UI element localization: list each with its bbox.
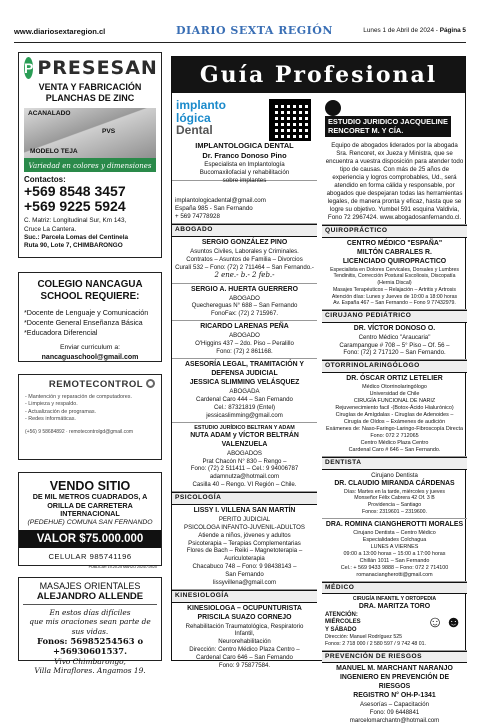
listing-entry: SERGIO GONZÁLEZ PINO Asuntos Civiles, Laborales y Criminales. Contratos – Asuntos de Familia – Divorcios Curalí 532 – Fono: (72) 2 711464 – San Fernando.- 2 ene.- b.- 2 feb.- — [172, 237, 317, 284]
presesan-address: C. Matriz: Longitudinal Sur, Km 143, Cruce La Cantera. Suc.: Parcela Lomas del Centinela Ruta 90, Lote 7, CHIMBARONGO — [24, 217, 129, 250]
sale-price: VALOR $75.000.000 — [19, 530, 161, 548]
newspaper-brand: DIARIO SEXTA REGIÓN — [176, 24, 333, 37]
site-url[interactable]: www.diariosextaregion.cl — [14, 27, 106, 36]
publication-note: PUBLICAR 19-20-25 MARZO 2024/719/20 — [88, 564, 157, 569]
power-ring-icon — [146, 379, 155, 388]
sale-description: DE MIL METROS CUADRADOS, A ORILLA DE CARRETERA INTERNACIONAL — [32, 492, 148, 519]
service-item: - Mantención y reparación de computadores. — [25, 394, 132, 400]
job-list — [24, 308, 156, 339]
implanto-logo: implanto lógica Dental — [176, 98, 226, 138]
sale-title: VENDO SITIO — [49, 479, 131, 493]
presesan-slogan: Variedad en colores y dimensiones — [24, 160, 156, 172]
listing-entry: LISSY I. VILLENA SAN MARTÍN PERITO JUDICIAL PSICOLOGA INFANTO-JUVENIL-ADULTOS Atiende a niños, jóvenes y adultos Psicoterapia – Terapias Complementarias Flores de Bach – Reiki – Magnetoterapia – Auriculoterapia Chacabuco 748 – Fono: 9 98438143 – San Fernando lissyvillena@gmail.com — [172, 505, 317, 590]
category-kinesiologia: KINESIOLOGÍA — [172, 590, 317, 603]
ad-masajes — [18, 577, 162, 675]
qr-code-icon[interactable] — [269, 99, 311, 141]
listing-entry: CENTRO MÉDICO "ESPAÑA" MILTÓN CABRALES R. LICENCIADO QUIROPRACTICO Especialista en Dolores Cervicales, Dorsales y Lumbres Tendinitis, Corrección Postural Escoliosis, Discopatía (Hernia Discal) Masajes Terapéuticos – Relajación – Artritis y Artrosis Atención días: Lunes y Jueves de 10:00 a 18:00 horas Av. España 467 – San Fernando – Fono 9 77432979. — [322, 238, 467, 310]
category-cirujano-pediatrico: CIRUJANO PEDIÁTRICO — [322, 310, 467, 323]
contacts-label: Contactos: — [24, 174, 66, 184]
category-medico: MÉDICO — [322, 582, 467, 595]
listing-entry: ESTUDIO JURÍDICO BELTRAN Y ADAM NUTA ADAM y VÍCTOR BELTRÁN VALENZUELA ABOGADOS Prat Chacón N° 830 – Rengo – Fono: (72) 2 511411 – Cel.: 9 94006787 adamnutza@hotmail.com Casilla 40 – Rengo. VI Región – Chile. — [172, 423, 317, 493]
juridico-header — [322, 97, 467, 140]
implanto-email[interactable]: implantologicadental@gmail.com — [175, 197, 266, 204]
ad-remotecontrol — [18, 374, 162, 460]
graphic-label: MODELO TEJA — [30, 147, 78, 155]
category-abogado: ABOGADO — [172, 224, 317, 237]
presesan-logo — [24, 57, 156, 79]
service-item: - Limpieza y respaldo. — [25, 401, 78, 408]
issue-date: Lunes 1 de Abril de 2024 - Página 5 — [363, 27, 466, 34]
guide-column-left — [172, 97, 317, 672]
implanto-text: IMPLANTOLOGICA DENTAL Dr. Franco Donoso Pino Especialista en Implantología Bucomaxilofacial y rehabilitación sobre implantes — [195, 141, 294, 185]
remotecontrol-logo: REMOTECONTROL — [25, 379, 155, 390]
job-item: *Docente de Lenguaje y Comunicación — [24, 307, 149, 317]
masajes-header: MASAJES ORIENTALES ALEJANDRO ALLENDE — [23, 581, 157, 605]
presesan-logo-icon: P — [24, 57, 33, 79]
header-divider — [14, 42, 466, 43]
presesan-name: PRESESAN — [37, 57, 158, 79]
category-dentista: DENTISTA — [322, 457, 467, 470]
listing-entry: RICARDO LARENAS PEÑA ABOGADO O'Higgins 437 – 2do. Piso – Peralillo Fono: (72) 2 861168. — [172, 321, 317, 359]
listing-entry: DR. VÍCTOR DONOSO O. Centro Médico "Araucaria" Carampangue # 708 – 5° Piso – Of. 56 – Fono: (72) 2 717120 – San Fernando. — [322, 323, 467, 361]
listing-entry: CIRUGÍA INFANTIL Y ORTOPEDIA DRA. MARITZA TORO ATENCIÓN: MIÉRCOLES Y SÁBADO ☺☻ Dirección: Manuel Rodríguez 525 Fonos: 2 718 000 / 2 580 597 / 9 742 48 01. — [322, 594, 467, 651]
page-header — [14, 24, 466, 41]
guide-column-right — [322, 97, 467, 727]
category-psicologia: PSICOLOGÍA — [172, 492, 317, 505]
category-otorrino: OTORRINOLARINGÓLOGO — [322, 360, 467, 373]
listing-entry: Cirujano Dentista DR. CLAUDIO MIRANDA CÁRDENAS Días: Martes en la tarde, miércoles y jueves Monseñor Félix Cabrera 42 Of. 3 B Providencia – Santiago Fonos: 2319601 – 2319600. — [322, 470, 467, 519]
service-list — [25, 394, 155, 423]
school-ad-title: COLEGIO NANCAGUA SCHOOL REQUIERE: — [37, 279, 143, 302]
implanto-ad — [172, 97, 317, 185]
scales-seal-icon — [325, 100, 341, 116]
guide-banner: Guía Profesional — [172, 57, 465, 93]
service-item: - Redes informáticas. — [25, 415, 76, 422]
cv-contact: Enviar curriculum a: nancaguaschool@gmail.com — [41, 343, 139, 361]
phone-number: +569 8548 3457 — [24, 182, 126, 199]
sale-phone: CELULAR 985741196 — [48, 551, 132, 561]
listing-entry: DR. ÓSCAR ORTIZ LETELIER Médico Otorrinolaringólogo Universidad de Chile CIRUGÍA FUNCIONAL DE NARIZ Rejuvenecimiento facil -(Botox-Ácido Hialurónico) Cirugías de Amígdalas - Cirugías de Adenoides – Cirugía de Oídos – Exámenes de audición Exámenes de: Naso-Faringo-Laringo-Fibroscopía Directa Fono: 072 2 712065 Centro Médico Plaza Centro Cardenal Caro # 646 – San Fernando. — [322, 373, 467, 457]
job-item: *Docente General Enseñanza Básica — [24, 317, 143, 327]
listing-entry: MANUEL M. MARCHANT NARANJO INGENIERO EN PREVENCIÓN DE RIESGOS REGISTRO N° OH-P-1341 Asesorías – Capacitación Fono: 09 6448841 marcelomarchantn@hotmail.com — [336, 665, 453, 725]
juridico-title: ESTUDIO JURIDICO JACQUELINE RENCORET M. Y CÍA. — [325, 116, 451, 137]
listing-entry: KINESIOLOGA – OCUPUNTURISTA PRISCILA SUAZO CORNEJO Rehabilitación Traumatológica, Respiratorio Infantil, Neurorehabilitación Dirección: Centro Médico Plaza Centro – Cardenal Caro 646 – San Fernando Fono: 9 75877584. — [185, 604, 304, 670]
zinc-sheets-image — [24, 108, 156, 160]
cv-email[interactable]: nancaguaschool@gmail.com — [41, 353, 139, 361]
ad-presesan — [18, 52, 162, 258]
professional-guide — [171, 56, 466, 725]
service-item: - Actualización de programas. — [25, 408, 97, 415]
category-prevencion: PREVENCIÓN DE RIESGOS — [322, 651, 467, 664]
listing-entry: ASESORÍA LEGAL, TRAMITACIÓN Y DEFENSA JUDICIAL JESSICA SLIMMING VELÁSQUEZ ABOGADA Cardenal Caro 444 – San Fernando Cel.: 87321819 (Entel) jessicaslimming@gmail.com — [172, 359, 317, 423]
ad-vendo-sitio — [18, 472, 162, 569]
graphic-label: ACANALADO — [28, 109, 71, 117]
job-item: *Educadora Diferencial — [24, 328, 98, 338]
phone-number: +569 9225 5924 — [24, 197, 126, 214]
sale-location: (PEDEHUE) COMUNA SAN FERNANDO — [27, 518, 153, 526]
juridico-text: Equipo de abogados liderados por la abogada Sra. Rencoret, ex Jueza y Ministra, que se encuentra a vuestra disposición para atender todo tipo de causas. Con más de 25 años de experiencia y logros comprobables, Ud., será atendido en forma cálida y responsable, por abogados que despejaran todas las herramientas legales, de manera pronta y eficaz, hasta que se logre su objetivo. Yumbel 591 esquina Valdivia, Fono 72 2967424. www.abogadosanfernando.cl. — [322, 140, 467, 226]
remotecontrol-contact: (+56) 9 58684892 · remotecontrolgd@gmail.com — [25, 429, 134, 436]
masajes-text: En estos días difíciles que mis oraciones sean parte de sus vidas. Fonos: 56985254563 o +56930601537. Vivo Chimbarongo, Villa Miraflores. Angamos 19. — [29, 608, 151, 675]
children-illustration-icon: ☺☻ — [426, 613, 464, 631]
ad-nancagua-school — [18, 272, 162, 362]
listing-entry: SERGIO A. HUERTA GUERRERO ABOGADO Quechereguas N° 688 – San Fernando FonoFax: (72) 2 715967. — [172, 284, 317, 322]
graphic-label: PVS — [102, 127, 116, 135]
presesan-title: VENTA Y FABRICACIÓN PLANCHAS DE ZINC — [38, 82, 142, 103]
listing-entry: DRA. ROMINA CIANGHEROTTI MORALES Cirujano Dentista – Centro Médico Especialidades Colchagua LUNES A VIERNES 09:00 a 13:00 horas – 15:00 a 17:00 horas Chillán 1011 – San Fernando Cel.: + 569 9433 9888 – Fono: 072 2 714100 romanaciangherotti@gmail.com — [322, 519, 467, 582]
implanto-contact: implantologicadental@gmail.com España 985 - San Fernando + 569 74778928 — [172, 195, 317, 224]
category-quiropractico: QUIROPRÁCTICO — [322, 225, 467, 238]
